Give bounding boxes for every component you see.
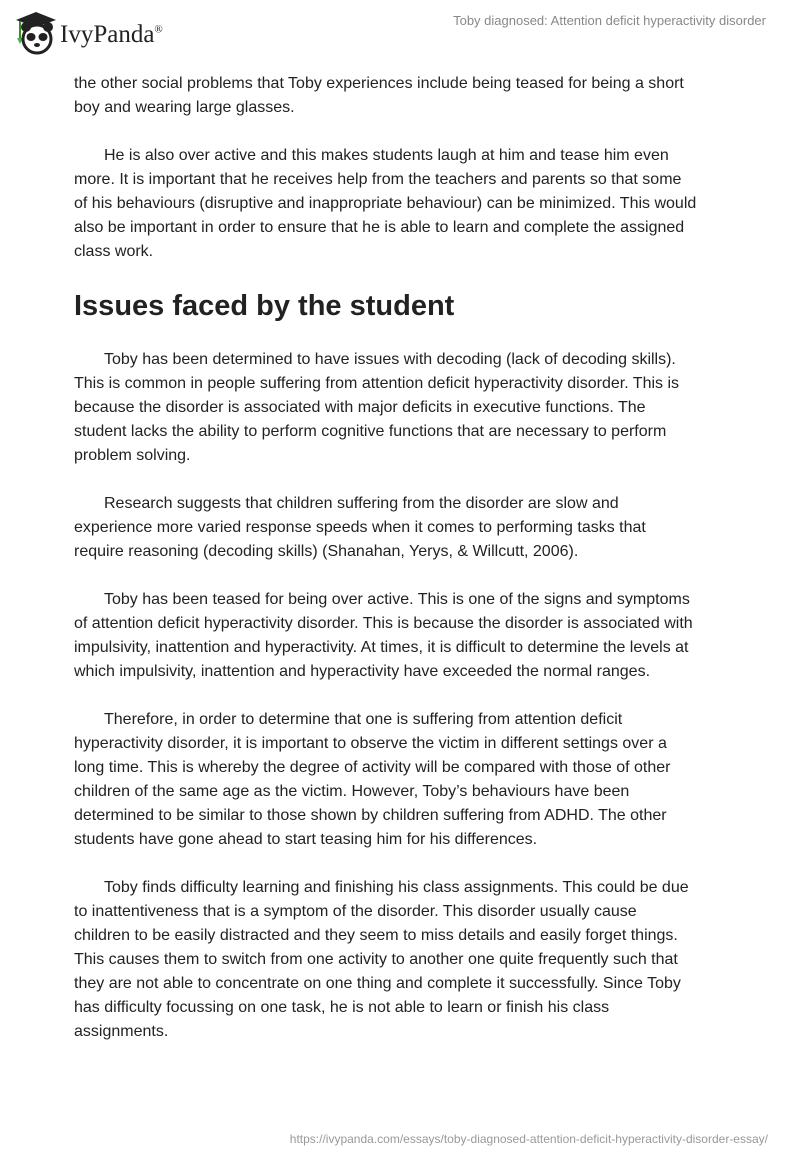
text-line: has difficulty focussing on one task, he is not able to learn or finish his class [74,999,610,1016]
text-line: of attention deficit hyperactivity disorder. This is because the disorder is associated with [74,615,693,632]
text-line: more. It is important that he receives help from the teachers and parents so that some [74,171,682,188]
paragraph [74,348,754,468]
text-line: the other social problems that Toby experiences include being teased for being a short [74,75,684,92]
text-line: hyperactivity disorder, it is important to observe the victim in different settings over a [74,735,667,752]
source-url[interactable]: https://ivypanda.com/essays/toby-diagnosed-attention-deficit-hyperactivity-disorder-essay/ [289,1132,768,1146]
text-line: children to be easily distracted and they seem to miss details and easily forget things. [74,927,678,944]
text-line: problem solving. [74,447,191,464]
paragraph [74,72,754,120]
panda-graduate-icon [12,8,56,56]
text-line: experience more varied response speeds when it comes to performing tasks that [74,519,646,536]
text-line: Toby has been teased for being over active. This is one of the signs and symptoms [104,591,690,608]
paragraph [74,708,754,852]
text-line: Research suggests that children suffering from the disorder are slow and [104,495,619,512]
text-line: require reasoning (decoding skills) (Shanahan, Yerys, & Willcutt, 2006). [74,543,579,560]
text-line: Toby finds difficulty learning and finishing his class assignments. This could be due [104,879,689,896]
text-line: student lacks the ability to perform cognitive functions that are necessary to perform [74,423,667,440]
text-line: impulsivity, inattention and hyperactivity. At times, it is difficult to determine the levels at [74,639,689,656]
text-line: Therefore, in order to determine that one is suffering from attention deficit [104,711,623,728]
logo-text: IvyPanda® [60,21,163,48]
section-heading: Issues faced by the student [74,290,455,322]
text-line: they are not able to concentrate on one thing and complete it successfully. Since Toby [74,975,681,992]
text-line: assignments. [74,1023,169,1040]
text-line: determined to be similar to those shown by children suffering from ADHD. The other [74,807,667,824]
paragraph [74,588,754,684]
text-line: to inattentiveness that is a symptom of the disorder. This disorder usually cause [74,903,637,920]
text-line: students have gone ahead to start teasing him for his differences. [74,831,538,848]
text-line: because the disorder is associated with major deficits in executive functions. The [74,399,646,416]
text-line: This causes them to switch from one activity to another one quite frequently such that [74,951,678,968]
text-line: This is common in people suffering from attention deficit hyperactivity disorder. This is [74,375,680,392]
text-line: boy and wearing large glasses. [74,99,295,116]
text-line: long time. This is whereby the degree of activity will be compared with those of other [74,759,671,776]
paragraph [74,144,754,264]
essay-body [74,72,754,1068]
text-line: Toby has been determined to have issues with decoding (lack of decoding skills). [104,351,676,368]
text-line: class work. [74,243,154,260]
text-line: children of the same age as the victim. However, Toby’s behaviours have been [74,783,630,800]
paragraph [74,492,754,564]
text-line: He is also over active and this makes students laugh at him and tease him even [104,147,669,164]
text-line: also be important in order to ensure that he is able to learn and complete the assigned [74,219,685,236]
paragraph [74,876,754,1044]
text-line: of his behaviours (disruptive and inappropriate behaviour) can be minimized. This would [74,195,697,212]
document-title: Toby diagnosed: Attention deficit hyperactivity disorder [453,13,766,28]
ivypanda-logo[interactable] [12,8,163,56]
text-line: which impulsivity, inattention and hyperactivity have exceeded the normal ranges. [74,663,651,680]
